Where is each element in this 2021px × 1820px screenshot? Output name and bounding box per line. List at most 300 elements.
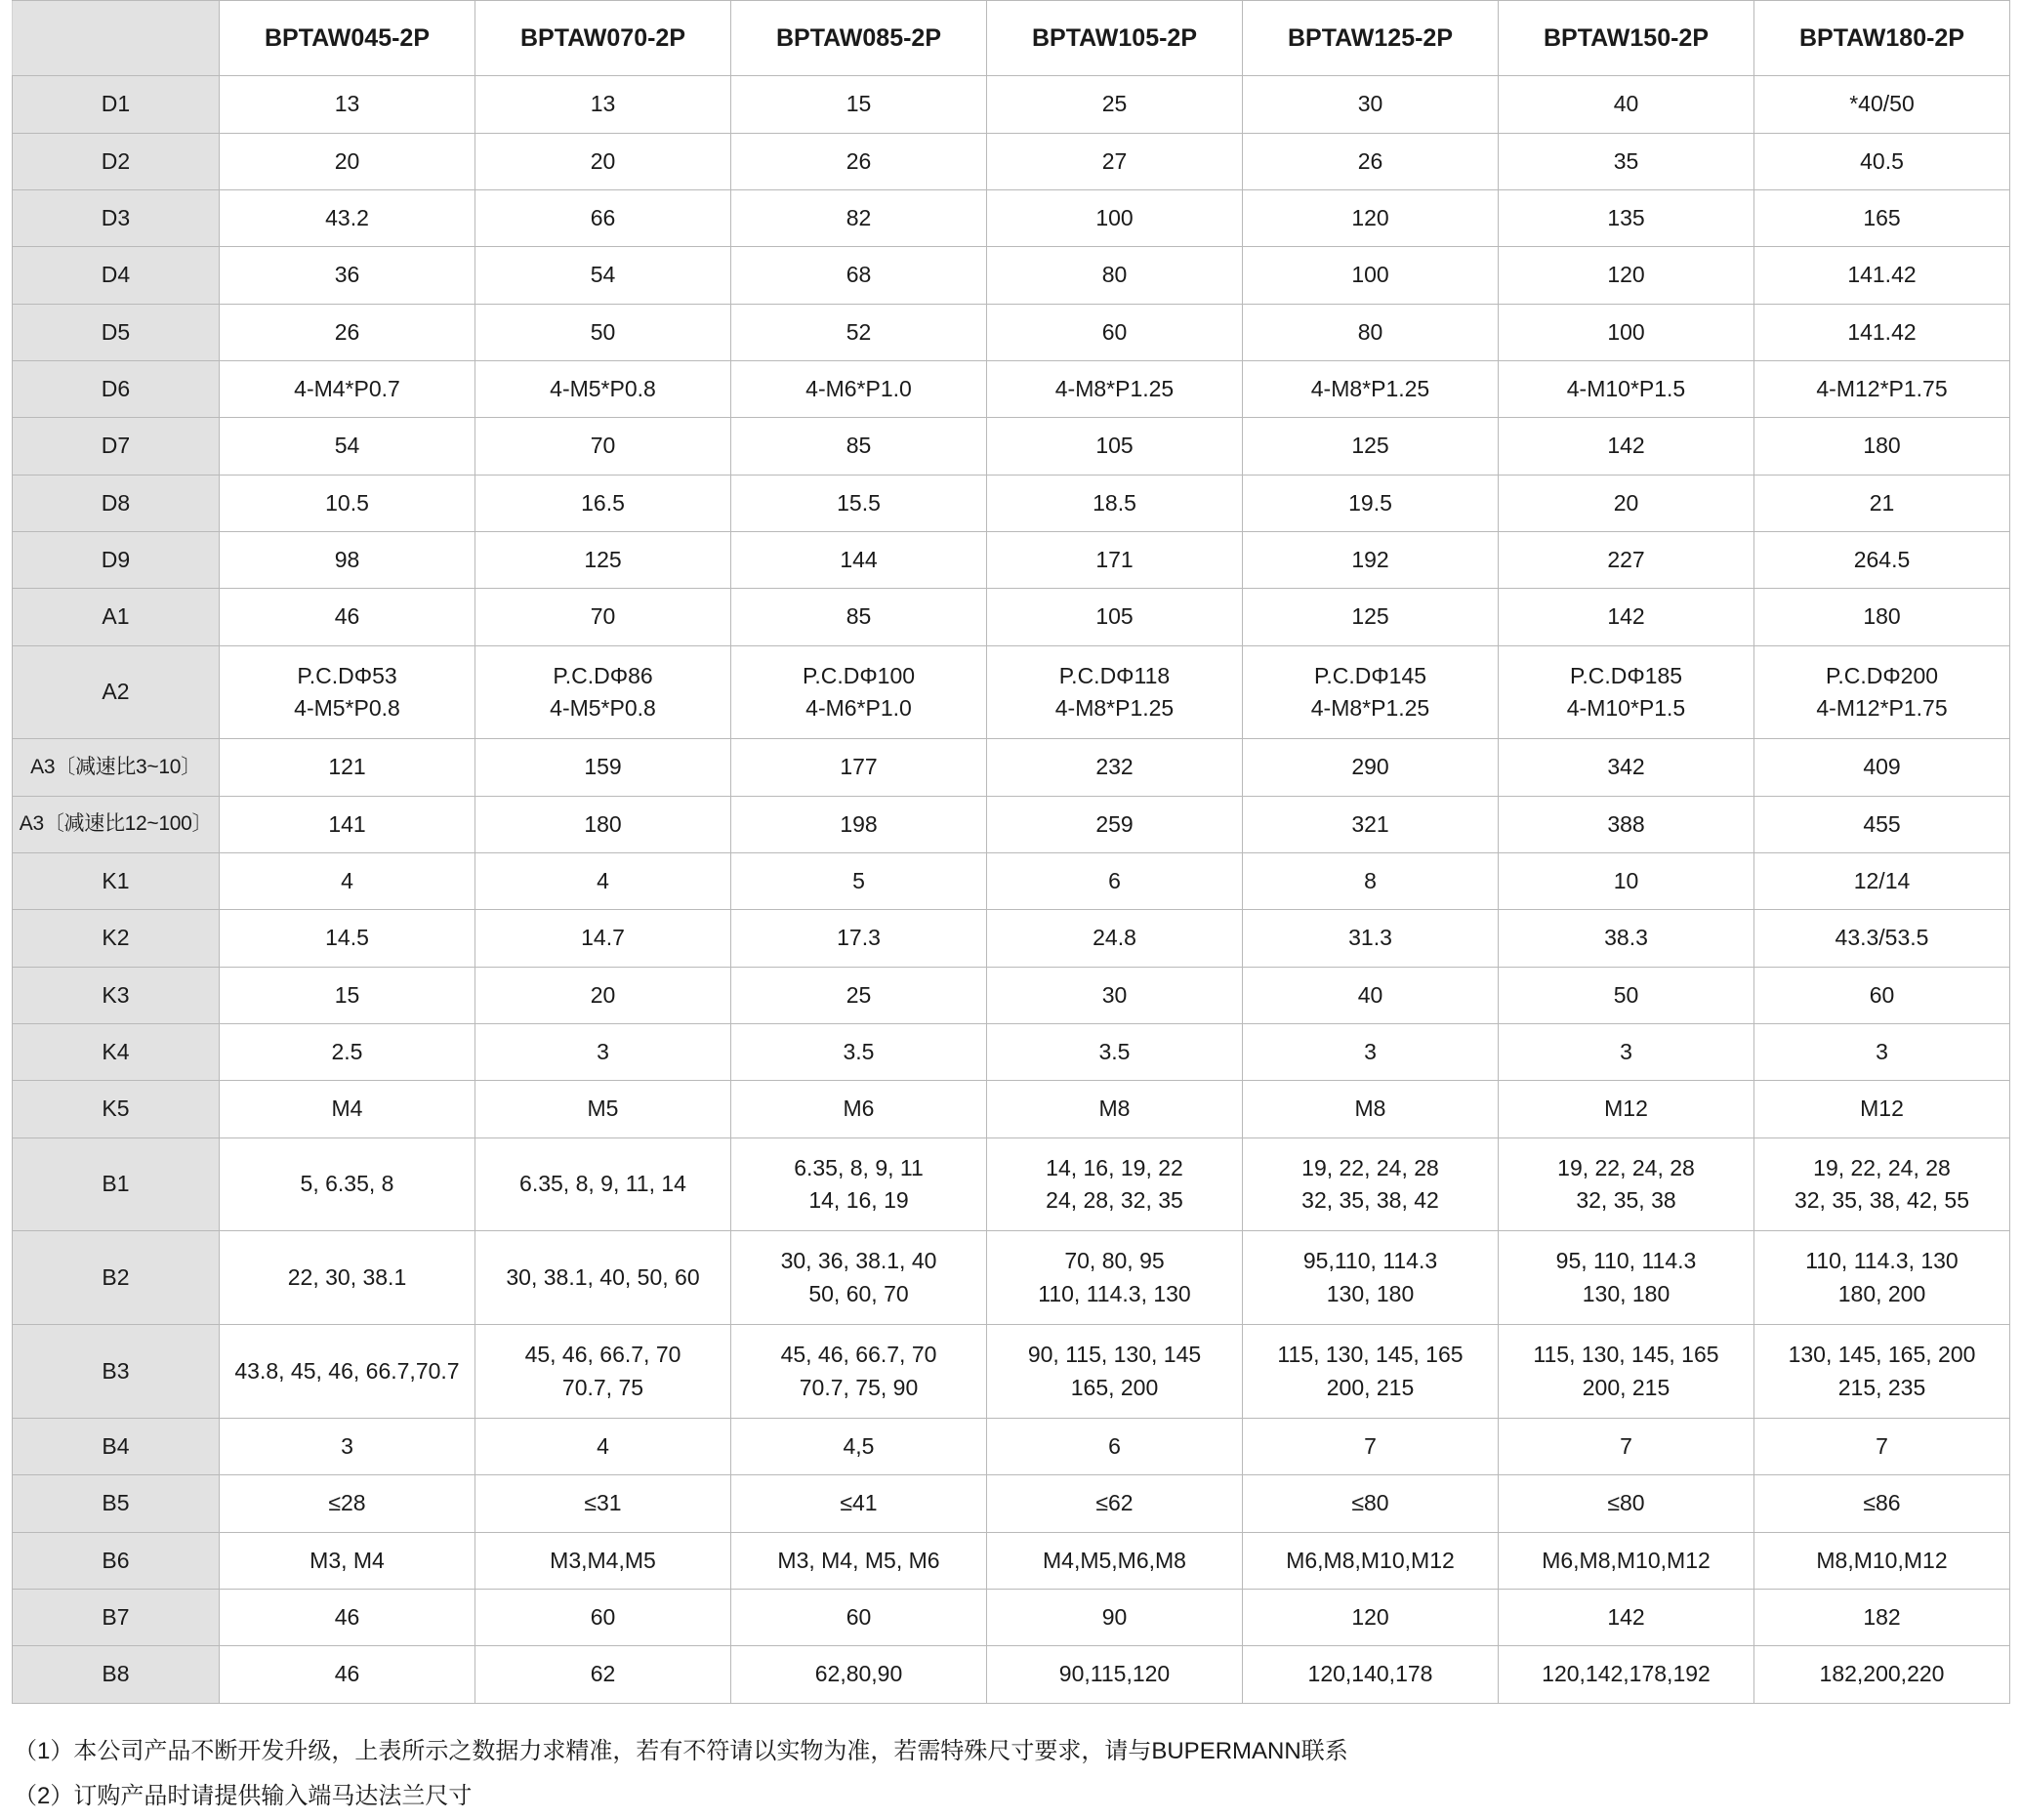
cell-line: 24.8 xyxy=(1093,925,1136,951)
table-cell xyxy=(731,418,987,475)
table-cell xyxy=(1754,418,2010,475)
table-cell xyxy=(220,304,475,360)
cell-line: 120 xyxy=(1351,204,1389,230)
cell-line: 165, 200 xyxy=(1070,1374,1159,1400)
table-cell xyxy=(475,189,731,246)
table-cell xyxy=(1754,645,2010,739)
table-row xyxy=(13,1081,2010,1138)
cell-line: 4-M5*P0.8 xyxy=(550,695,656,722)
cell-line: 342 xyxy=(1607,754,1645,780)
cell-line: 85 xyxy=(846,603,872,630)
cell-line: 4,5 xyxy=(843,1432,875,1459)
table-cell xyxy=(987,133,1243,189)
table-cell xyxy=(1499,418,1754,475)
table-row xyxy=(13,645,2010,739)
cell-line: ≤28 xyxy=(328,1490,366,1516)
table-cell xyxy=(475,1418,731,1474)
table-cell xyxy=(1243,1475,1499,1532)
table-cell xyxy=(1754,1589,2010,1645)
row-label: D8 xyxy=(13,475,220,531)
column-header: BPTAW125-2P xyxy=(1243,1,1499,76)
table-row xyxy=(13,304,2010,360)
table-cell xyxy=(475,1325,731,1419)
cell-line: M3, M4 xyxy=(309,1547,385,1573)
cell-line: 455 xyxy=(1863,810,1901,837)
cell-line: 46 xyxy=(334,1603,360,1630)
table-cell xyxy=(1499,133,1754,189)
cell-line: 6 xyxy=(1108,1432,1121,1459)
table-cell xyxy=(220,1532,475,1589)
table-cell xyxy=(1754,967,2010,1023)
cell-line: ≤31 xyxy=(584,1490,622,1516)
table-cell xyxy=(220,589,475,645)
cell-line: M8 xyxy=(1098,1096,1131,1122)
cell-line: 46 xyxy=(334,603,360,630)
row-label: D3 xyxy=(13,189,220,246)
table-cell xyxy=(1754,1081,2010,1138)
row-label: A2 xyxy=(13,645,220,739)
cell-line: P.C.DΦ86 xyxy=(553,662,653,688)
table-row xyxy=(13,589,2010,645)
table-cell xyxy=(987,589,1243,645)
cell-line: 20 xyxy=(1613,489,1639,516)
table-cell xyxy=(1499,1646,1754,1703)
cell-line: ≤80 xyxy=(1351,1490,1389,1516)
cell-line: 2.5 xyxy=(331,1039,363,1065)
table-cell xyxy=(1243,589,1499,645)
table-cell xyxy=(220,360,475,417)
cell-line: 6 xyxy=(1108,868,1121,894)
table-cell xyxy=(220,1231,475,1325)
cell-line: 198 xyxy=(840,810,878,837)
cell-line: 15 xyxy=(334,981,360,1008)
cell-line: 80 xyxy=(1357,318,1383,345)
cell-line: 171 xyxy=(1095,547,1134,572)
table-cell xyxy=(731,76,987,133)
cell-line: 259 xyxy=(1095,810,1134,837)
table-cell xyxy=(1499,1024,1754,1081)
column-header: BPTAW150-2P xyxy=(1499,1,1754,76)
cell-line: 388 xyxy=(1607,810,1645,837)
column-header: BPTAW180-2P xyxy=(1754,1,2010,76)
table-cell xyxy=(1243,418,1499,475)
cell-line: 120 xyxy=(1351,1603,1389,1630)
table-cell xyxy=(987,418,1243,475)
row-label: D7 xyxy=(13,418,220,475)
table-cell xyxy=(1243,1231,1499,1325)
cell-line: 130, 180 xyxy=(1582,1280,1670,1306)
table-cell xyxy=(1499,247,1754,304)
cell-line: 120,140,178 xyxy=(1307,1661,1433,1687)
cell-line: M6,M8,M10,M12 xyxy=(1286,1547,1455,1573)
table-cell xyxy=(1243,1024,1499,1081)
cell-line: 31.3 xyxy=(1348,925,1392,951)
table-corner-cell xyxy=(13,1,220,76)
table-cell xyxy=(987,1325,1243,1419)
cell-line: 321 xyxy=(1351,810,1389,837)
table-cell xyxy=(1499,532,1754,589)
footnote: （2）订购产品时请提供输入端马达法兰尺寸 xyxy=(14,1783,473,1810)
cell-line: ≤41 xyxy=(840,1490,878,1516)
table-cell xyxy=(731,1081,987,1138)
cell-line: 142 xyxy=(1607,603,1645,630)
row-label: B5 xyxy=(13,1475,220,1532)
table-cell xyxy=(987,1646,1243,1703)
table-cell xyxy=(475,1024,731,1081)
cell-line: 100 xyxy=(1095,204,1134,230)
cell-line: M5 xyxy=(587,1096,619,1122)
table-cell xyxy=(220,247,475,304)
table-cell xyxy=(731,532,987,589)
row-label: B2 xyxy=(13,1231,220,1325)
cell-line: 20 xyxy=(590,981,616,1008)
table-cell xyxy=(987,1589,1243,1645)
cell-line: 54 xyxy=(590,262,616,288)
row-label: B6 xyxy=(13,1532,220,1589)
cell-line: 4 xyxy=(597,868,609,894)
table-row xyxy=(13,1532,2010,1589)
cell-line: 20 xyxy=(334,147,360,174)
table-row xyxy=(13,1475,2010,1532)
cell-line: 95, 110, 114.3 xyxy=(1555,1248,1697,1274)
table-cell xyxy=(220,739,475,796)
cell-line: 70 xyxy=(590,603,616,630)
cell-line: 36 xyxy=(334,262,360,288)
cell-line: P.C.DΦ145 xyxy=(1313,662,1427,688)
row-label: K3 xyxy=(13,967,220,1023)
cell-line: 7 xyxy=(1620,1432,1632,1459)
row-label: K1 xyxy=(13,853,220,910)
cell-line: 17.3 xyxy=(837,925,881,951)
cell-line: 98 xyxy=(334,547,360,572)
row-label: D6 xyxy=(13,360,220,417)
table-cell xyxy=(1243,645,1499,739)
table-cell xyxy=(220,133,475,189)
table-cell xyxy=(731,247,987,304)
table-cell xyxy=(1754,589,2010,645)
table-cell xyxy=(475,418,731,475)
cell-line: 3 xyxy=(597,1039,609,1065)
cell-line: 18.5 xyxy=(1093,489,1136,516)
cell-line: 4-M8*P1.25 xyxy=(1054,695,1175,722)
cell-line: 135 xyxy=(1607,204,1645,230)
cell-line: M3, M4, M5, M6 xyxy=(777,1547,940,1573)
cell-line: 10.5 xyxy=(325,489,369,516)
table-row xyxy=(13,1325,2010,1419)
table-cell xyxy=(220,645,475,739)
cell-line: 121 xyxy=(328,754,366,780)
table-row xyxy=(13,1138,2010,1231)
table-row xyxy=(13,853,2010,910)
cell-line: 32, 35, 38 xyxy=(1576,1187,1676,1214)
table-cell xyxy=(220,1024,475,1081)
header-row xyxy=(13,1,2010,76)
table-row xyxy=(13,1589,2010,1645)
cell-line: 7 xyxy=(1364,1432,1377,1459)
cell-line: 14, 16, 19 xyxy=(808,1187,909,1214)
table-cell xyxy=(220,1589,475,1645)
cell-line: 30, 38.1, 40, 50, 60 xyxy=(506,1264,700,1291)
cell-line: 14, 16, 19, 22 xyxy=(1046,1154,1183,1180)
table-cell xyxy=(987,1532,1243,1589)
cell-line: 62,80,90 xyxy=(814,1661,903,1687)
cell-line: 192 xyxy=(1351,547,1389,572)
cell-line: 3.5 xyxy=(843,1039,875,1065)
cell-line: M8 xyxy=(1354,1096,1386,1122)
table-cell xyxy=(1499,910,1754,967)
cell-line: 180 xyxy=(1863,603,1901,630)
table-cell xyxy=(1754,796,2010,852)
table-cell xyxy=(475,304,731,360)
cell-line: 177 xyxy=(840,754,878,780)
table-row xyxy=(13,360,2010,417)
table-cell xyxy=(1499,304,1754,360)
cell-line: 3 xyxy=(1620,1039,1632,1065)
cell-line: 27 xyxy=(1101,147,1128,174)
cell-line: 105 xyxy=(1095,433,1134,459)
cell-line: 141.42 xyxy=(1847,318,1917,345)
table-cell xyxy=(731,189,987,246)
cell-line: M12 xyxy=(1604,1096,1648,1122)
table-cell xyxy=(987,1231,1243,1325)
cell-line: 38.3 xyxy=(1604,925,1648,951)
cell-line: 6.35, 8, 9, 11, 14 xyxy=(519,1171,686,1197)
cell-line: 4-M12*P1.75 xyxy=(1816,375,1948,401)
table-cell xyxy=(220,418,475,475)
table-cell xyxy=(1499,589,1754,645)
cell-line: 40 xyxy=(1613,91,1639,117)
cell-line: *40/50 xyxy=(1849,91,1915,117)
cell-line: 125 xyxy=(1351,603,1389,630)
table-row xyxy=(13,133,2010,189)
table-cell xyxy=(731,475,987,531)
row-label: B8 xyxy=(13,1646,220,1703)
table-cell xyxy=(1754,133,2010,189)
row-label: K2 xyxy=(13,910,220,967)
cell-line: 4-M5*P0.8 xyxy=(294,695,400,722)
cell-line: 25 xyxy=(846,981,872,1008)
cell-line: 165 xyxy=(1863,204,1901,230)
cell-line: 50 xyxy=(590,318,616,345)
cell-line: 26 xyxy=(1357,147,1383,174)
column-header: BPTAW045-2P xyxy=(220,1,475,76)
table-cell xyxy=(1499,1475,1754,1532)
table-cell xyxy=(1243,1325,1499,1419)
table-cell xyxy=(987,853,1243,910)
table-cell xyxy=(475,967,731,1023)
table-cell xyxy=(987,304,1243,360)
row-label: A1 xyxy=(13,589,220,645)
table-cell xyxy=(987,967,1243,1023)
table-cell xyxy=(1499,1231,1754,1325)
table-cell xyxy=(1754,1646,2010,1703)
table-cell xyxy=(1243,1418,1499,1474)
table-cell xyxy=(1499,853,1754,910)
table-cell xyxy=(220,189,475,246)
cell-line: 110, 114.3, 130 xyxy=(1805,1248,1959,1274)
table-cell xyxy=(1243,739,1499,796)
cell-line: 200, 215 xyxy=(1582,1374,1670,1400)
cell-line: 90, 115, 130, 145 xyxy=(1027,1342,1202,1368)
cell-line: 115, 130, 145, 165 xyxy=(1277,1342,1464,1368)
table-cell xyxy=(731,1231,987,1325)
table-cell xyxy=(731,796,987,852)
cell-line: 232 xyxy=(1095,754,1134,780)
cell-line: 5 xyxy=(852,868,865,894)
cell-line: ≤80 xyxy=(1607,1490,1645,1516)
cell-line: 3.5 xyxy=(1098,1039,1131,1065)
table-cell xyxy=(1243,967,1499,1023)
table-cell xyxy=(1243,1138,1499,1231)
footnotes xyxy=(14,1729,2007,1820)
table-cell xyxy=(1499,475,1754,531)
table-cell xyxy=(1754,475,2010,531)
cell-line: 43.2 xyxy=(325,204,369,230)
table-cell xyxy=(731,1475,987,1532)
cell-line: 62 xyxy=(590,1661,616,1687)
cell-line: 32, 35, 38, 42 xyxy=(1301,1187,1439,1214)
cell-line: 130, 180 xyxy=(1326,1280,1415,1306)
cell-line: 52 xyxy=(846,318,872,345)
table-cell xyxy=(987,475,1243,531)
cell-line: 43.8, 45, 46, 66.7,70.7 xyxy=(234,1357,460,1384)
table-body xyxy=(13,76,2010,1703)
table-cell xyxy=(1243,189,1499,246)
cell-line: 120,142,178,192 xyxy=(1542,1661,1711,1687)
cell-line: 141.42 xyxy=(1847,262,1917,288)
cell-line: 70.7, 75 xyxy=(561,1374,644,1400)
table-cell xyxy=(1243,360,1499,417)
cell-line: 68 xyxy=(846,262,872,288)
table-cell xyxy=(731,1589,987,1645)
cell-line: 50, 60, 70 xyxy=(808,1280,909,1306)
cell-line: 66 xyxy=(590,204,616,230)
cell-line: 60 xyxy=(1869,981,1895,1008)
table-row xyxy=(13,967,2010,1023)
cell-line: 14.5 xyxy=(325,925,369,951)
cell-line: 50 xyxy=(1613,981,1639,1008)
cell-line: 100 xyxy=(1607,318,1645,345)
table-cell xyxy=(1754,853,2010,910)
table-cell xyxy=(475,645,731,739)
table-cell xyxy=(731,967,987,1023)
cell-line: 12/14 xyxy=(1853,868,1911,894)
cell-line: 4-M5*P0.8 xyxy=(550,375,656,401)
cell-line: 85 xyxy=(846,433,872,459)
table-cell xyxy=(987,76,1243,133)
cell-line: 40 xyxy=(1357,981,1383,1008)
cell-line: 8 xyxy=(1364,868,1377,894)
table-cell xyxy=(1754,532,2010,589)
cell-line: 409 xyxy=(1863,754,1901,780)
cell-line: 60 xyxy=(1101,318,1128,345)
cell-line: 144 xyxy=(840,547,878,572)
table-cell xyxy=(1243,133,1499,189)
table-cell xyxy=(1754,189,2010,246)
table-cell xyxy=(731,1325,987,1419)
cell-line: 4 xyxy=(597,1432,609,1459)
table-cell xyxy=(1754,1418,2010,1474)
table-cell xyxy=(1499,1589,1754,1645)
table-cell xyxy=(220,1475,475,1532)
cell-line: 142 xyxy=(1607,433,1645,459)
table-cell xyxy=(1754,360,2010,417)
table-cell xyxy=(731,1532,987,1589)
table-cell xyxy=(220,796,475,852)
table-cell xyxy=(1243,1589,1499,1645)
cell-line: 14.7 xyxy=(581,925,625,951)
table-cell xyxy=(1499,76,1754,133)
cell-line: M3,M4,M5 xyxy=(550,1547,656,1573)
table-cell xyxy=(731,645,987,739)
cell-line: M12 xyxy=(1860,1096,1904,1122)
table-cell xyxy=(1754,1532,2010,1589)
table-cell xyxy=(1243,76,1499,133)
table-cell xyxy=(220,1418,475,1474)
table-cell xyxy=(475,1646,731,1703)
cell-line: 182,200,220 xyxy=(1819,1661,1945,1687)
table-row xyxy=(13,189,2010,246)
table-cell xyxy=(731,589,987,645)
table-cell xyxy=(1243,532,1499,589)
cell-line: 24, 28, 32, 35 xyxy=(1046,1187,1183,1214)
row-label: D1 xyxy=(13,76,220,133)
cell-line: 5, 6.35, 8 xyxy=(300,1171,394,1197)
table-cell xyxy=(475,1475,731,1532)
table-cell xyxy=(1754,739,2010,796)
cell-line: 110, 114.3, 130 xyxy=(1038,1280,1191,1306)
row-label: D4 xyxy=(13,247,220,304)
table-cell xyxy=(1243,475,1499,531)
table-cell xyxy=(1754,910,2010,967)
cell-line: 80 xyxy=(1101,262,1128,288)
table-cell xyxy=(731,1646,987,1703)
table-cell xyxy=(220,967,475,1023)
table-cell xyxy=(1243,1081,1499,1138)
cell-line: 13 xyxy=(334,91,360,117)
table-row xyxy=(13,532,2010,589)
cell-line: 19, 22, 24, 28 xyxy=(1301,1154,1439,1180)
table-cell xyxy=(1754,1475,2010,1532)
table-cell xyxy=(1499,189,1754,246)
cell-line: 100 xyxy=(1351,262,1389,288)
table-cell xyxy=(987,739,1243,796)
table-cell xyxy=(475,910,731,967)
table-cell xyxy=(987,532,1243,589)
cell-line: P.C.DΦ100 xyxy=(802,662,916,688)
table-cell xyxy=(1499,967,1754,1023)
column-header: BPTAW105-2P xyxy=(987,1,1243,76)
row-label: B3 xyxy=(13,1325,220,1419)
cell-line: 4-M8*P1.25 xyxy=(1054,375,1175,401)
cell-line: 182 xyxy=(1863,1603,1901,1630)
table-cell xyxy=(1754,304,2010,360)
cell-line: 26 xyxy=(846,147,872,174)
table-cell xyxy=(987,910,1243,967)
table-cell xyxy=(1499,1532,1754,1589)
cell-line: 125 xyxy=(1351,433,1389,459)
cell-line: 215, 235 xyxy=(1837,1374,1926,1400)
row-label: D5 xyxy=(13,304,220,360)
cell-line: M8,M10,M12 xyxy=(1816,1547,1948,1573)
table-header xyxy=(13,1,2010,76)
cell-line: 46 xyxy=(334,1661,360,1687)
table-cell xyxy=(987,247,1243,304)
table-cell xyxy=(1243,796,1499,852)
table-cell xyxy=(1499,1081,1754,1138)
cell-line: ≤86 xyxy=(1863,1490,1901,1516)
cell-line: M4 xyxy=(331,1096,363,1122)
